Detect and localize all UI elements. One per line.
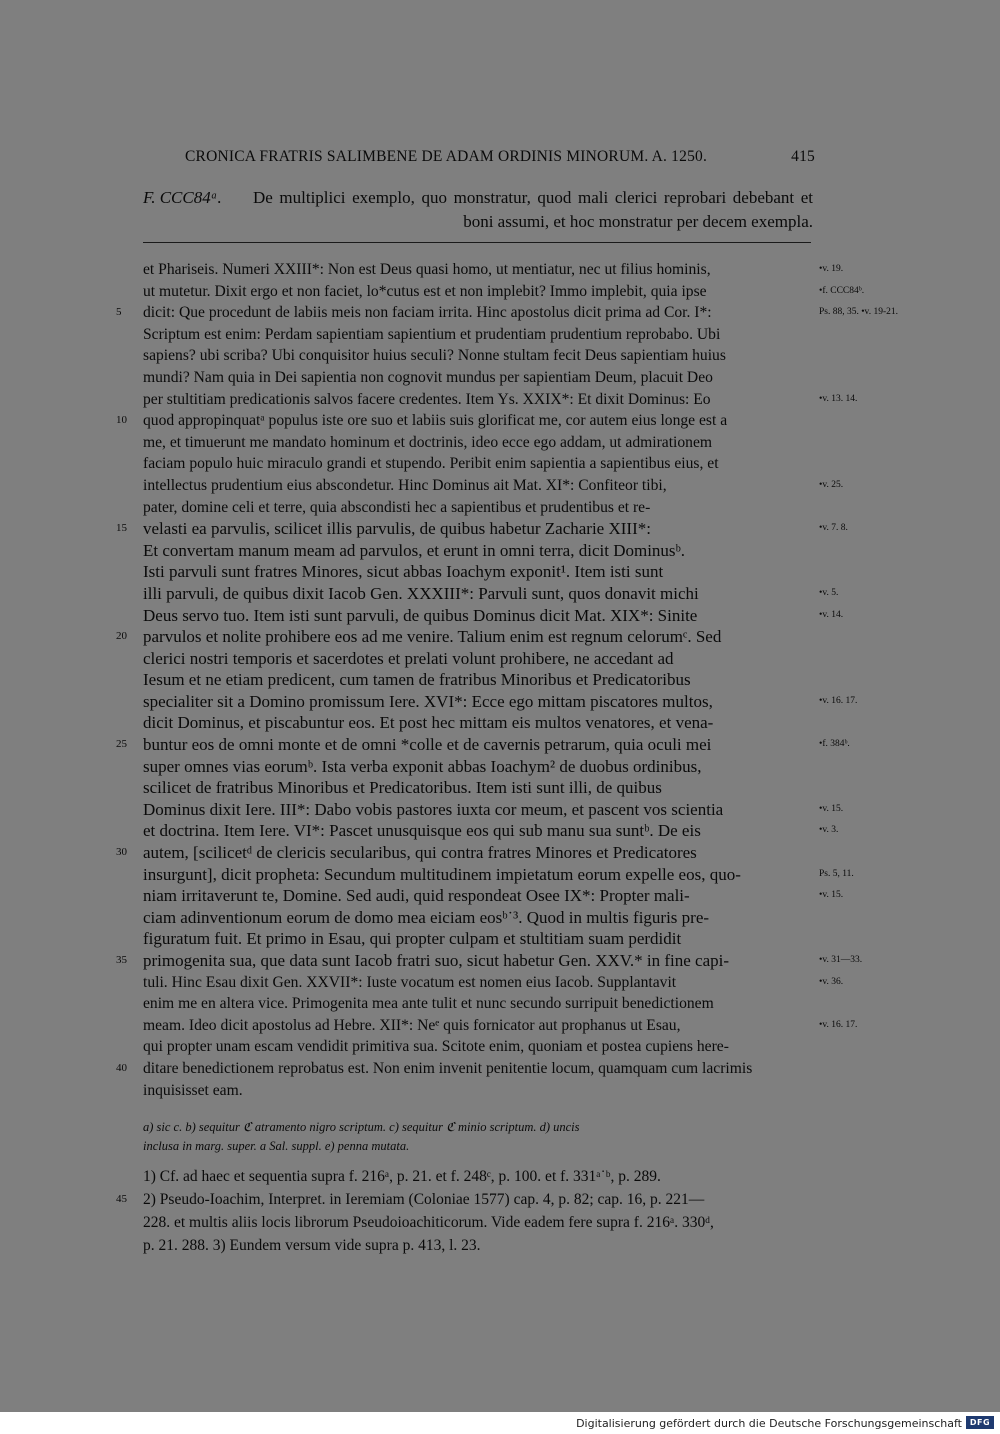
line-text: Iesum et ne etiam predicent, cum tamen de fratribus Minoribus et Predicatoribus — [143, 670, 691, 690]
margin-reference: Ps. 5, 11. — [819, 868, 854, 879]
line-text: et Phariseis. Numeri XXIII*: Non est Deus quasi homo, ut mentiatur, nec ut filius hominis, — [143, 261, 711, 278]
text-line — [143, 367, 813, 389]
line-number: 20 — [116, 630, 127, 643]
funding-notice: Digitalisierung gefördert durch die Deutsche Forschungsgemeinschaft — [576, 1417, 962, 1430]
dfg-logo: DFG — [966, 1416, 994, 1429]
line-text: Deus servo tuo. Item isti sunt parvuli, de quibus Dominus dicit Mat. XIX*: Sinite — [143, 605, 698, 625]
line-text: parvulos et nolite prohibere eos ad me venire. Talium enim est regnum celorumᶜ. Sed — [143, 627, 722, 647]
line-number: 25 — [116, 738, 127, 751]
footnote-line — [143, 1234, 813, 1257]
line-text: 1) Cf. ad haec et sequentia supra f. 216ᵃ, p. 21. et f. 248ᶜ, p. 100. et f. 331ᵃ˙ᵇ, p. 289. — [143, 1168, 661, 1185]
margin-reference: •v. 7. 8. — [819, 523, 848, 534]
apparatus-line: a) sic c. b) sequitur ℭ atramento nigro scriptum. c) sequitur ℭ minio scriptum. d) uncis — [143, 1120, 580, 1134]
text-line — [143, 583, 839, 605]
margin-reference: •f. CCC84ᵇ. — [819, 285, 865, 296]
line-number: 40 — [116, 1061, 127, 1074]
margin-reference: •v. 15. — [819, 803, 844, 814]
line-text: figuratum fuit. Et primo in Esau, qui propter culpam et stultitiam suam perdidit — [143, 929, 682, 949]
text-line — [143, 972, 844, 994]
line-text: p. 21. 288. 3) Eundem versum vide supra p. 413, l. 23. — [143, 1237, 481, 1254]
margin-reference: •v. 15. — [819, 890, 844, 901]
line-text: qui propter unam escam vendidit primitiva sua. Scitote enim, quoniam et postea cupiens here- — [143, 1038, 729, 1056]
margin-reference: •v. 3. — [819, 825, 839, 836]
margin-reference: •v. 14. — [819, 609, 844, 620]
line-text: meam. Ideo dicit apostolus ad Hebre. XII*: Neᵉ quis fornicator aut prophanus ut Esau, — [143, 1016, 681, 1034]
text-line — [143, 777, 813, 799]
line-text: pater, domine celi et terre, quia abscondisti hec a sapientibus et prudentibus et re- — [143, 498, 651, 516]
text-line — [143, 389, 858, 411]
heading-rule — [143, 242, 811, 243]
margin-reference: •f. 384ᵇ. — [819, 739, 850, 750]
text-line — [143, 540, 813, 562]
margin-reference: •v. 16. 17. — [819, 1019, 858, 1030]
running-header — [185, 148, 815, 166]
text-line — [143, 605, 844, 627]
text-line — [143, 648, 813, 670]
line-text: mundi? Nam quia in Dei sapientia non cognovit mundus per sapientiam Deum, placuit Deo — [143, 368, 713, 386]
text-line — [116, 410, 813, 432]
text-line — [143, 281, 865, 303]
line-number: 30 — [116, 846, 127, 859]
line-text: ut mutetur. Dixit ergo et non faciet, lo*cutus est et non implebit? Immo implebit, quia ipse — [143, 282, 707, 300]
apparatus-line: inclusa in marg. super. a Sal. suppl. e) penna mutata. — [143, 1139, 410, 1153]
margin-reference: •v. 19. — [819, 264, 844, 274]
text-line — [143, 561, 813, 583]
line-text: quod appropinquatᵃ populus iste ore suo et labiis suis glorificat me, cor autem eius longe est a — [143, 412, 728, 430]
line-number: 5 — [116, 306, 122, 319]
line-text: faciam populo huic miraculo grandi et stupendo. Peribit enim sapientia a sapientibus eius, et — [143, 455, 719, 473]
text-line — [143, 885, 844, 907]
text-line — [116, 734, 850, 756]
line-text: insurgunt], dicit propheta: Secundum multitudinem impietatum eorum expelle eos, quo- — [143, 864, 741, 884]
page-number: 415 — [791, 148, 815, 165]
line-text: velasti ea parvulis, scilicet illis parvulis, de quibus habetur Zacharie XIII*: — [143, 519, 651, 539]
margin-reference: •v. 5. — [819, 587, 839, 598]
line-text: illi parvuli, de quibus dixit Iacob Gen. XXXIII*: Parvuli sunt, quos donavit michi — [143, 583, 699, 603]
text-line — [143, 756, 813, 778]
text-line — [143, 820, 839, 842]
line-number: 45 — [116, 1193, 127, 1205]
line-text: Dominus dixit Iere. III*: Dabo vobis pastores iuxta cor meum, et pascent vos scientia — [143, 799, 724, 819]
line-text: autem, [scilicetᵈ de clericis secularibus, qui contra fratres Minores et Predicatores — [143, 843, 697, 863]
section-heading — [143, 186, 813, 234]
line-number: 35 — [116, 954, 127, 966]
text-line — [143, 669, 813, 691]
line-text: super omnes vias eorumᵇ. Ista verba exponit abbas Ioachym² de duobus ordinibus, — [143, 756, 702, 776]
line-text: 228. et multis aliis locis librorum Pseudoioachiticorum. Vide eadem fere supra f. 216ᵃ. 330ᵈ, — [143, 1214, 714, 1231]
text-line — [143, 907, 813, 929]
line-text: sapiens? ubi scriba? Ubi conquisitor huius seculi? Nonne stultam fecit Deus sapientiam huius — [143, 347, 726, 365]
text-line — [143, 928, 813, 950]
line-text: intellectus prudentium eius abscondetur. Hinc Dominus ait Mat. XI*: Confiteor tibi, — [143, 476, 667, 494]
margin-reference: •v. 16. 17. — [819, 695, 858, 706]
main-text — [116, 259, 898, 1101]
text-line — [143, 475, 844, 497]
line-number: 10 — [116, 414, 127, 427]
line-text: inquisisset eam. — [143, 1081, 243, 1099]
text-line — [143, 1036, 813, 1058]
text-line — [143, 453, 813, 475]
line-text: ditare benedictionem reprobatus est. Non enim invenit penitentie locum, quamquam cum lacrimis — [143, 1059, 753, 1077]
section-title: De multiplici exemplo, quo monstratur, quod mali clerici reprobari debebant et boni assumi, et hoc monstratur per decem exempla. — [253, 188, 813, 231]
text-line — [143, 993, 813, 1015]
margin-reference: •v. 31—33. — [819, 955, 863, 965]
text-line — [143, 345, 813, 367]
text-line — [143, 497, 813, 519]
folio-label: F. CCC84ᵃ. — [143, 188, 222, 207]
line-text: dicit: Que procedunt de labiis meis non faciam irrita. Hinc apostolus dicit prima ad Cor. I*: — [143, 304, 712, 322]
line-text: clerici nostri temporis et sacerdotes et prelati volunt prohibere, ne accedant ad — [143, 648, 674, 668]
margin-reference: •v. 25. — [819, 479, 844, 490]
text-line — [116, 842, 813, 864]
line-text: scilicet de fratribus Minoribus et Predicatoribus. Item isti sunt illi, de quibus — [143, 778, 662, 798]
line-text: tuli. Hinc Esau dixit Gen. XXVII*: Iuste vocatum est nomen eius Iacob. Supplantavit — [143, 973, 677, 991]
margin-reference: •v. 13. 14. — [819, 393, 858, 404]
text-line — [143, 432, 813, 454]
line-text: enim me en altera vice. Primogenita mea ante tulit et nunc secundo surripuit benedictionem — [143, 995, 714, 1013]
line-text: buntur eos de omni monte et de omni *colle et de cavernis petrarum, quia oculi mei — [143, 735, 712, 755]
line-text: primogenita sua, que data sunt Iacob fratri suo, sicut habetur Gen. XXV.* in fine capi- — [143, 951, 730, 970]
line-text: ciam adinventionum eorum de domo mea eiciam eosᵇ˙³. Quod in multis figuris pre- — [143, 907, 710, 927]
text-line — [143, 324, 813, 346]
critical-apparatus — [143, 1118, 813, 1156]
line-text: Et convertam manum meam ad parvulos, et erunt in omni terra, dicit Dominusᵇ. — [143, 540, 686, 560]
text-line — [143, 712, 813, 734]
line-text: specialiter sit a Domino promissum Iere. XVI*: Ecce ego mittam piscatores multos, — [143, 691, 713, 711]
footer-bar — [0, 1412, 1000, 1434]
footnote-line — [143, 1211, 813, 1234]
line-text: per stultitiam predicationis salvos facere credentes. Item Ys. XXIX*: Et dixit Dominus: Eo — [143, 390, 711, 408]
text-line — [143, 259, 844, 281]
text-line — [116, 1058, 813, 1080]
text-line — [116, 518, 848, 540]
line-text: Scriptum est enim: Perdam sapientiam sapientium et prudentiam prudentium reprobabo. Ubi — [143, 325, 721, 343]
text-line — [116, 626, 813, 648]
footnote-line — [143, 1165, 813, 1188]
text-line — [143, 864, 854, 886]
footnote-line — [116, 1188, 813, 1211]
line-text: Isti parvuli sunt fratres Minores, sicut abbas Ioachym exponit¹. Item isti sunt — [143, 562, 664, 582]
text-line — [143, 1015, 858, 1037]
line-text: et doctrina. Item Iere. VI*: Pascet unusquisque eos qui sub manu sua suntᵇ. De eis — [143, 821, 701, 841]
text-line — [143, 799, 844, 821]
line-text: me, et timuerunt me mandato hominum et doctrinis, ideo ecce ego addam, ut admirationem — [143, 433, 713, 451]
line-text: niam irritaverunt te, Domine. Sed audi, quid respondeat Osee IX*: Propter mali- — [143, 886, 690, 906]
text-line — [116, 950, 863, 972]
text-line — [143, 1080, 813, 1102]
line-text: dicit Dominus, et piscabuntur eos. Et post hec mittam eis multos venatores, et vena- — [143, 713, 714, 733]
line-number: 15 — [116, 522, 127, 535]
footnotes — [116, 1165, 813, 1257]
line-text: 2) Pseudo-Ioachim, Interpret. in Ieremiam (Coloniae 1577) cap. 4, p. 82; cap. 16, p. 221— — [143, 1191, 705, 1208]
text-line — [143, 691, 858, 713]
margin-reference: •v. 36. — [819, 976, 844, 987]
running-title: CRONICA FRATRIS SALIMBENE DE ADAM ORDINIS MINORUM. A. 1250. — [185, 148, 708, 165]
text-line — [116, 302, 898, 324]
margin-reference: Ps. 88, 35. •v. 19-21. — [819, 307, 898, 318]
